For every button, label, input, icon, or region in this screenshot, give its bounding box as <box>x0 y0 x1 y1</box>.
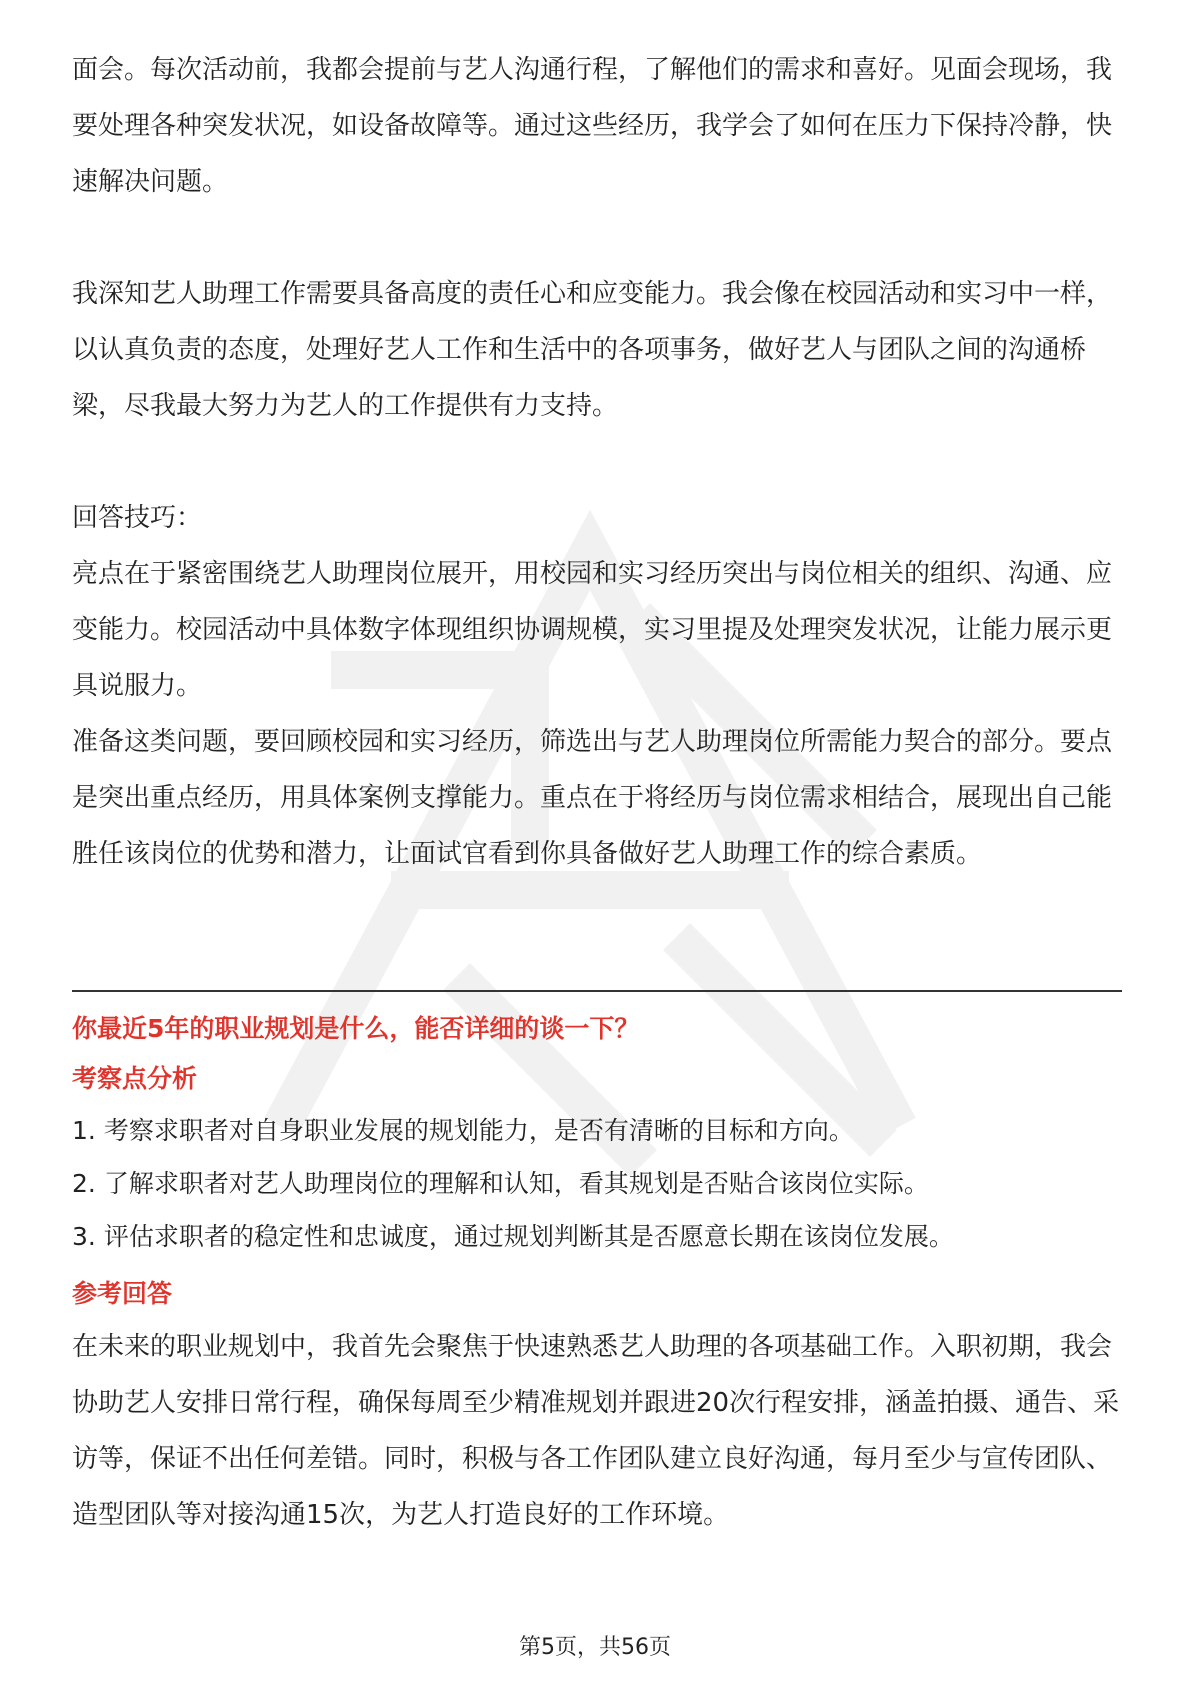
question-section <box>72 1004 1122 1543</box>
question-title: 你最近5年的职业规划是什么，能否详细的谈一下？ <box>72 1014 640 1043</box>
list-item-number: 1. <box>72 1116 96 1145</box>
paragraph-responsibility: 我深知艺人助理工作需要具备高度的责任心和应变能力。我会像在校园活动和实习中一样，以认真负责的态度，处理好艺人工作和生活中的各项事务，做好艺人与团队之间的沟通桥梁，尽我最大努力为艺人的工作提供有力支持。 <box>72 279 1113 421</box>
analysis-heading: 考察点分析 <box>72 1064 198 1093</box>
analysis-list <box>72 1104 1122 1263</box>
section-divider <box>72 990 1122 992</box>
answer-paragraph: 在未来的职业规划中，我首先会聚焦于快速熟悉艺人助理的各项基础工作。入职初期，我会协助艺人安排日常行程，确保每周至少精准规划并跟进20次行程安排，涵盖拍摄、通告、采访等，保证不出任何差错。同时，积极与各工作团队建立良好沟通，每月至少与宣传团队、造型团队等对接沟通15次，为艺人打造良好的工作环境。 <box>72 1332 1120 1530</box>
list-item-number: 3. <box>72 1222 96 1251</box>
tips-heading: 回答技巧： <box>72 503 203 533</box>
page-number: 第5页，共56页 <box>519 1635 671 1660</box>
list-item <box>72 1157 1122 1210</box>
list-item <box>72 1210 1122 1263</box>
list-item-number: 2. <box>72 1169 96 1198</box>
paragraph-activity: 面会。每次活动前，我都会提前与艺人沟通行程，了解他们的需求和喜好。见面会现场，我要处理各种突发状况，如设备故障等。通过这些经历，我学会了如何在压力下保持冷静，快速解决问题。 <box>72 55 1113 197</box>
main-content <box>72 42 1122 882</box>
tips-paragraph-1: 亮点在于紧密围绕艺人助理岗位展开，用校园和实习经历突出与岗位相关的组织、沟通、应变能力。校园活动中具体数字体现组织协调规模，实习里提及处理突发状况，让能力展示更具说服力。 <box>72 559 1113 701</box>
tips-paragraph-2: 准备这类问题，要回顾校园和实习经历，筛选出与艺人助理岗位所需能力契合的部分。要点是突出重点经历，用具体案例支撑能力。重点在于将经历与岗位需求相结合，展现出自己能胜任该岗位的优势和潜力，让面试官看到你具备做好艺人助理工作的综合素质。 <box>72 727 1113 869</box>
list-item-text: 考察求职者对自身职业发展的规划能力，是否有清晰的目标和方向。 <box>103 1116 854 1145</box>
list-item-text: 了解求职者对艺人助理岗位的理解和认知，看其规划是否贴合该岗位实际。 <box>103 1169 929 1198</box>
list-item <box>72 1104 1122 1157</box>
list-item-text: 评估求职者的稳定性和忠诚度，通过规划判断其是否愿意长期在该岗位发展。 <box>103 1222 954 1251</box>
answer-heading: 参考回答 <box>72 1279 173 1308</box>
